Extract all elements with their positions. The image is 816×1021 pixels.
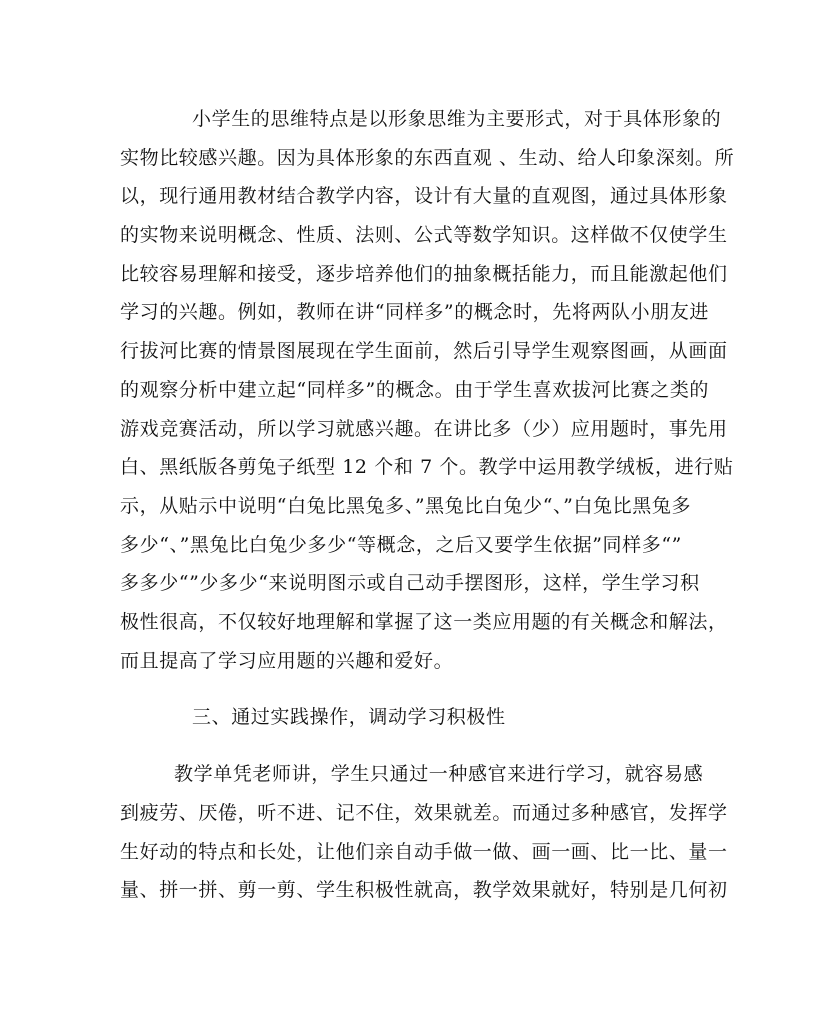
text-line: 的观察分析中建立起“同样多”的概念。由于学生喜欢拔河比赛之类的 xyxy=(120,379,710,401)
text-line: 生好动的特点和长处，让他们亲自动手做一做、画一画、比一比、量一 xyxy=(120,841,728,863)
text-line: 实物比较感兴趣。因为具体形象的东西直观 、生动、给人印象深刻。所 xyxy=(120,147,735,169)
text-line: 以，现行通用教材结合教学内容，设计有大量的直观图，通过具体形象 xyxy=(120,185,728,207)
text-line: 游戏竞赛活动，所以学习就感兴趣。在讲比多（少）应用题时，事先用 xyxy=(120,418,728,440)
text-line: 到疲劳、厌倦，听不进、记不住，效果就差。而通过多种感官，发挥学 xyxy=(120,802,728,824)
text-line: 教学单凭老师讲，学生只通过一种感官来进行学习，就容易感 xyxy=(174,763,704,785)
text-line: 多少“、”黑兔比白兔少多少“等概念，之后又要学生依据”同样多“” xyxy=(120,534,682,556)
text-line: 的实物来说明概念、性质、法则、公式等数学知识。这样做不仅使学生 xyxy=(120,224,728,246)
text-line: 极性很高，不仅较好地理解和掌握了这一类应用题的有关概念和解法， xyxy=(120,611,728,633)
text-line: 小学生的思维特点是以形象思维为主要形式，对于具体形象的 xyxy=(192,108,722,130)
text-line: 白、黑纸版各剪兔子纸型 12 个和 7 个。教学中运用教学绒板，进行贴 xyxy=(120,456,734,478)
text-line: 比较容易理解和接受，逐步培养他们的抽象概括能力，而且能激起他们 xyxy=(120,263,728,285)
section-heading: 三、通过实践操作，调动学习积极性 xyxy=(192,706,506,728)
text-line: 量、拼一拼、剪一剪、学生积极性就高，教学效果就好，特别是几何初 xyxy=(120,879,728,901)
text-line: 示，从贴示中说明“白兔比黑兔多、”黑兔比白兔少“、”白兔比黑兔多 xyxy=(120,495,692,517)
text-line: 学习的兴趣。例如，教师在讲“同样多”的概念时，先将两队小朋友进 xyxy=(120,301,710,323)
text-line: 行拔河比赛的情景图展现在学生面前，然后引导学生观察图画，从画面 xyxy=(120,340,728,362)
text-line: 而且提高了学习应用题的兴趣和爱好。 xyxy=(120,650,454,672)
text-line: 多多少“”少多少“来说明图示或自己动手摆图形，这样，学生学习积 xyxy=(120,572,700,594)
